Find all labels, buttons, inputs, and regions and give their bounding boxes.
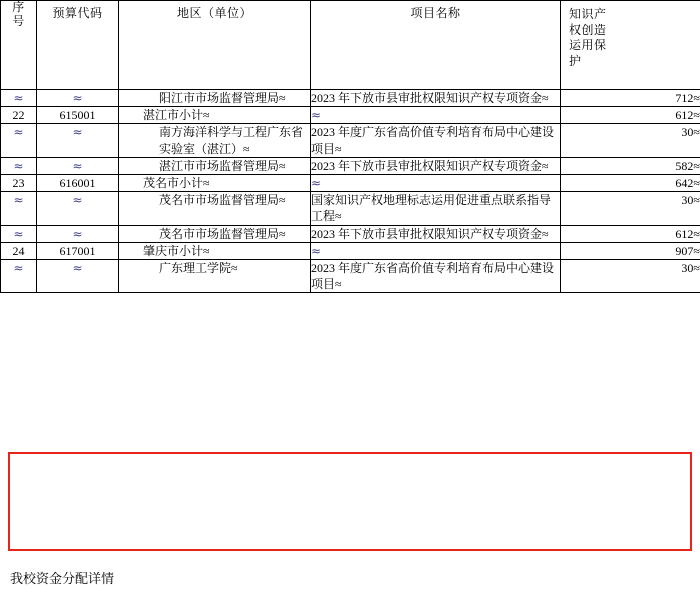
row-region: 广东理工学院≈ (119, 259, 311, 292)
row-code: 615001 (37, 107, 119, 124)
table-row (1, 225, 700, 242)
footnote-text: 我校资金分配详情 (10, 571, 115, 586)
row-project: 国家知识产权地理标志运用促进重点联系指导工程≈ (311, 192, 561, 225)
row-code: ≈ (37, 259, 119, 292)
row-project: 2023 年下放市县审批权限知识产权专项资金≈ (311, 225, 561, 242)
row-amount: 30≈ (561, 259, 700, 292)
column-header-code: 预算代码 (37, 1, 119, 90)
table-row (1, 124, 700, 157)
table-row (1, 192, 700, 225)
row-project: 2023 年下放市县审批权限知识产权专项资金≈ (311, 90, 561, 107)
row-amount: 30≈ (561, 192, 700, 225)
row-code: ≈ (37, 225, 119, 242)
table-row-subtotal (1, 174, 700, 191)
row-seq: ≈ (1, 90, 37, 107)
table-header-row (1, 1, 700, 90)
row-amount: 712≈ (561, 90, 700, 107)
column-header-amount-line4: 护 (569, 53, 582, 68)
row-region: 茂名市小计≈ (119, 174, 311, 191)
row-amount: 582≈ (561, 157, 700, 174)
row-seq: ≈ (1, 259, 37, 292)
table-row-subtotal (1, 107, 700, 124)
row-project: 2023 年度广东省高价值专利培育布局中心建设项目≈ (311, 124, 561, 157)
table-row-highlighted (1, 259, 700, 292)
row-region: 茂名市市场监督管理局≈ (119, 225, 311, 242)
row-seq: ≈ (1, 225, 37, 242)
row-project: 2023 年下放市县审批权限知识产权专项资金≈ (311, 157, 561, 174)
row-code: 617001 (37, 242, 119, 259)
column-header-project: 项目名称 (311, 1, 561, 90)
row-amount: 907≈ (561, 242, 700, 259)
row-amount: 612≈ (561, 225, 700, 242)
highlight-box (8, 452, 692, 551)
row-seq: ≈ (1, 124, 37, 157)
row-region: 茂名市市场监督管理局≈ (119, 192, 311, 225)
row-amount: 30≈ (561, 124, 700, 157)
row-seq: ≈ (1, 157, 37, 174)
table-row (1, 157, 700, 174)
row-amount: 642≈ (561, 174, 700, 191)
column-header-seq-line1: 序 (12, 0, 25, 14)
row-seq: 22 (1, 107, 37, 124)
row-code: ≈ (37, 124, 119, 157)
row-seq: 24 (1, 242, 37, 259)
row-region: 肇庆市小计≈ (119, 242, 311, 259)
column-header-seq-line2: 号 (12, 13, 25, 28)
row-region: 阳江市市场监督管理局≈ (119, 90, 311, 107)
column-header-region: 地区（单位） (119, 1, 311, 90)
row-seq: 23 (1, 174, 37, 191)
row-amount: 612≈ (561, 107, 700, 124)
row-region: 湛江市小计≈ (119, 107, 311, 124)
row-code: ≈ (37, 157, 119, 174)
row-code: ≈ (37, 90, 119, 107)
row-seq: ≈ (1, 192, 37, 225)
budget-allocation-table (0, 0, 700, 293)
row-project: 2023 年度广东省高价值专利培育布局中心建设项目≈ (311, 259, 561, 292)
row-project: ≈ (311, 174, 561, 191)
row-region: 南方海洋科学与工程广东省实验室（湛江）≈ (119, 124, 311, 157)
row-region: 湛江市市场监督管理局≈ (119, 157, 311, 174)
column-header-amount-line2: 权创造 (569, 22, 607, 37)
row-code: ≈ (37, 192, 119, 225)
row-project: ≈ (311, 242, 561, 259)
column-header-amount-line1: 知识产 (569, 7, 607, 21)
column-header-amount (561, 1, 700, 90)
row-project: ≈ (311, 107, 561, 124)
table-row-subtotal-highlighted (1, 242, 700, 259)
row-code: 616001 (37, 174, 119, 191)
column-header-seq (1, 1, 37, 90)
column-header-amount-line3: 运用保 (569, 38, 607, 53)
table-row (1, 90, 700, 107)
